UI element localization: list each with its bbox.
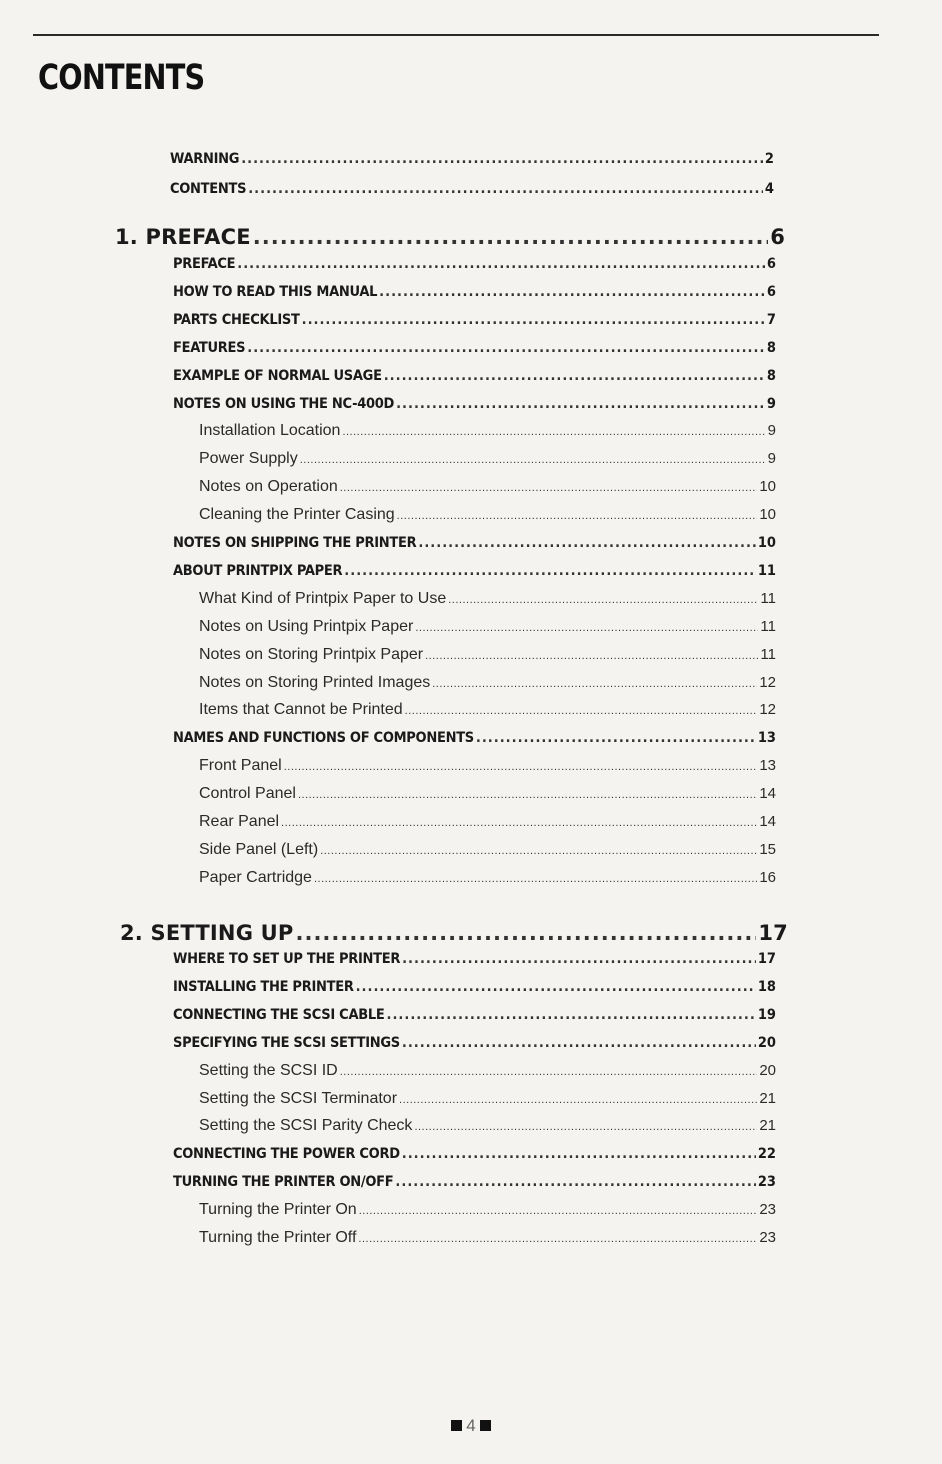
toc-entry-title: Notes on Storing Printed Images	[199, 673, 431, 691]
toc-entry-page: 6	[766, 256, 776, 272]
toc-entry-title: Installation Location	[199, 422, 341, 440]
dot-leader	[402, 1146, 756, 1162]
dot-leader	[320, 845, 757, 857]
toc-entry-title: Cleaning the Printer Casing	[199, 506, 395, 524]
toc-entry-title: Setting the SCSI ID	[199, 1061, 338, 1079]
dot-leader	[253, 225, 768, 249]
toc-subsection-entry[interactable]	[199, 618, 776, 640]
dot-leader	[379, 284, 765, 300]
toc-subsection-entry[interactable]	[199, 701, 776, 723]
toc-entry-title: What Kind of Printpix Paper to Use	[199, 589, 447, 607]
footer-square-left-icon	[451, 1420, 462, 1431]
toc-entry-page: 2	[764, 151, 774, 167]
toc-entry-title: PARTS CHECKLIST	[173, 311, 300, 328]
toc-section-entry[interactable]	[173, 340, 776, 360]
toc-section-entry[interactable]	[173, 951, 776, 971]
toc-entry-page: 11	[760, 589, 776, 607]
toc-chapter-heading[interactable]	[115, 225, 785, 251]
toc-entry-page: 20	[759, 1061, 776, 1079]
toc-section-entry[interactable]	[173, 284, 776, 304]
toc-entry-title: HOW TO READ THIS MANUAL	[173, 283, 378, 300]
toc-entry-page: 17	[757, 951, 776, 967]
toc-entry-title: Notes on Storing Printpix Paper	[199, 645, 424, 663]
toc-entry-title: WHERE TO SET UP THE PRINTER	[173, 951, 401, 967]
toc-entry-title: NAMES AND FUNCTIONS OF COMPONENTS	[173, 730, 474, 747]
toc-entry-page: 12	[759, 701, 776, 719]
toc-entry-page: 14	[759, 813, 776, 830]
toc-entry-title: EXAMPLE OF NORMAL USAGE	[173, 367, 382, 384]
toc-subsection-entry[interactable]	[199, 674, 776, 696]
toc-entry-page: 23	[757, 1174, 776, 1191]
toc-entry-page: 10	[759, 478, 776, 496]
dot-leader	[425, 650, 758, 662]
toc-entry-page: 22	[757, 1146, 776, 1163]
footer-square-right-icon	[480, 1420, 491, 1431]
dot-leader	[248, 181, 763, 197]
toc-subsection-entry[interactable]	[199, 1117, 776, 1139]
toc-entry-title: ABOUT PRINTPIX PAPER	[173, 562, 343, 579]
page-footer	[0, 1416, 942, 1436]
dot-leader	[241, 151, 763, 167]
page-title: CONTENTS	[38, 58, 205, 98]
toc-entry-page: 14	[759, 785, 776, 803]
toc-entry-page: 8	[766, 339, 776, 356]
toc-subsection-entry[interactable]	[199, 757, 776, 779]
toc-entry-page: 18	[757, 978, 776, 995]
toc-subsection-entry[interactable]	[199, 450, 776, 472]
dot-leader	[340, 1066, 758, 1078]
toc-entry-title: Turning the Printer Off	[199, 1229, 357, 1246]
dot-leader	[295, 921, 756, 945]
toc-subsection-entry[interactable]	[199, 590, 776, 612]
toc-entry-page: 17	[758, 921, 788, 945]
toc-section-entry[interactable]	[173, 979, 776, 999]
toc-entry-title: Turning the Printer On	[199, 1201, 357, 1219]
toc-entry-title: TURNING THE PRINTER ON/OFF	[173, 1174, 394, 1191]
toc-entry-title: 2. SETTING UP	[120, 921, 294, 945]
toc-subsection-entry[interactable]	[199, 422, 776, 444]
toc-entry-title: Notes on Using Printpix Paper	[199, 617, 414, 635]
toc-entry-page: 9	[767, 422, 776, 440]
dot-leader	[387, 1007, 756, 1023]
dot-leader	[284, 761, 758, 773]
dot-leader	[384, 368, 765, 384]
dot-leader	[358, 1233, 757, 1245]
toc-section-entry[interactable]	[173, 368, 776, 388]
dot-leader	[302, 312, 765, 328]
toc-entry-title: Setting the SCSI Parity Check	[199, 1117, 413, 1135]
toc-front-matter-entry[interactable]	[170, 151, 774, 171]
dot-leader	[395, 1174, 755, 1190]
toc-subsection-entry[interactable]	[199, 1062, 776, 1084]
dot-leader	[414, 1121, 757, 1133]
dot-leader	[342, 426, 765, 438]
toc-entry-title: Side Panel (Left)	[199, 840, 319, 858]
toc-entry-title: Control Panel	[199, 785, 296, 803]
toc-entry-page: 16	[759, 868, 776, 886]
toc-entry-page: 10	[759, 506, 776, 524]
toc-section-entry[interactable]	[173, 563, 776, 583]
toc-section-entry[interactable]	[173, 730, 776, 750]
dot-leader	[237, 256, 765, 272]
toc-entry-title: Front Panel	[199, 757, 282, 775]
dot-leader	[300, 454, 766, 466]
toc-section-entry[interactable]	[173, 1174, 776, 1194]
toc-section-entry[interactable]	[173, 396, 776, 416]
toc-entry-title: Paper Cartridge	[199, 868, 312, 886]
dot-leader	[448, 594, 758, 606]
toc-entry-title: NOTES ON SHIPPING THE PRINTER	[173, 535, 417, 551]
dot-leader	[399, 1094, 757, 1106]
toc-section-entry[interactable]	[173, 312, 776, 332]
toc-entry-page: 13	[757, 730, 776, 747]
toc-entry-page: 23	[759, 1229, 776, 1246]
toc-entry-page: 11	[760, 645, 776, 663]
toc-entry-page: 9	[766, 395, 776, 412]
toc-entry-page: 21	[759, 1117, 776, 1135]
toc-entry-title: Rear Panel	[199, 813, 280, 830]
page-number: 4	[466, 1416, 476, 1435]
toc-subsection-entry[interactable]	[199, 1201, 776, 1223]
toc-entry-title: PREFACE	[173, 256, 236, 272]
toc-entry-title: Setting the SCSI Terminator	[199, 1089, 398, 1107]
dot-leader	[476, 730, 756, 746]
toc-entry-page: 13	[759, 757, 776, 775]
toc-entry-page: 20	[757, 1034, 776, 1051]
toc-section-entry[interactable]	[173, 1007, 776, 1027]
toc-subsection-entry[interactable]	[199, 1229, 776, 1251]
toc-entry-title: Power Supply	[199, 450, 298, 468]
top-rule	[33, 34, 879, 36]
toc-entry-page: 11	[757, 562, 776, 579]
dot-leader	[298, 789, 757, 801]
toc-front-matter-entry[interactable]	[170, 181, 774, 201]
dot-leader	[402, 951, 756, 967]
toc-subsection-entry[interactable]	[199, 1090, 776, 1112]
toc-subsection-entry[interactable]	[199, 813, 776, 835]
toc-entry-title: 1. PREFACE	[115, 225, 251, 249]
dot-leader	[359, 1205, 758, 1217]
toc-section-entry[interactable]	[173, 535, 776, 555]
dot-leader	[418, 535, 755, 551]
toc-subsection-entry[interactable]	[199, 841, 776, 863]
toc-entry-page: 9	[767, 450, 776, 468]
toc-subsection-entry[interactable]	[199, 478, 776, 500]
toc-section-entry[interactable]	[173, 1146, 776, 1166]
toc-entry-title: Notes on Operation	[199, 478, 338, 496]
toc-subsection-entry[interactable]	[199, 646, 776, 668]
toc-entry-page: 21	[759, 1089, 776, 1107]
dot-leader	[397, 510, 758, 522]
toc-chapter-heading[interactable]	[120, 921, 788, 947]
dot-leader	[432, 678, 757, 690]
toc-section-entry[interactable]	[173, 1035, 776, 1055]
toc-entry-page: 6	[770, 225, 785, 249]
toc-entry-title: NOTES ON USING THE NC-400D	[173, 395, 395, 412]
toc-entry-page: 11	[760, 617, 776, 635]
toc-section-entry[interactable]	[173, 256, 776, 276]
toc-entry-title: CONTENTS	[170, 181, 247, 197]
dot-leader	[415, 622, 758, 634]
dot-leader	[402, 1035, 756, 1051]
toc-entry-title: FEATURES	[173, 339, 246, 356]
toc-entry-page: 19	[757, 1006, 776, 1023]
dot-leader	[281, 817, 757, 829]
dot-leader	[356, 979, 756, 995]
dot-leader	[396, 396, 765, 412]
toc-entry-title: WARNING	[170, 151, 240, 167]
toc-subsection-entry[interactable]	[199, 869, 776, 891]
toc-entry-title: Items that Cannot be Printed	[199, 701, 403, 719]
toc-entry-page: 4	[764, 181, 774, 197]
toc-subsection-entry[interactable]	[199, 506, 776, 528]
toc-entry-page: 12	[759, 673, 776, 691]
toc-entry-page: 15	[759, 840, 776, 858]
toc-entry-page: 7	[766, 311, 776, 328]
toc-entry-title: INSTALLING THE PRINTER	[173, 978, 354, 995]
dot-leader	[340, 482, 758, 494]
toc-subsection-entry[interactable]	[199, 785, 776, 807]
toc-entry-page: 8	[766, 367, 776, 384]
toc-entry-page: 6	[766, 283, 776, 300]
toc-entry-title: CONNECTING THE POWER CORD	[173, 1146, 400, 1163]
toc-entry-title: SPECIFYING THE SCSI SETTINGS	[173, 1034, 400, 1051]
toc-entry-title: CONNECTING THE SCSI CABLE	[173, 1006, 385, 1023]
dot-leader	[314, 873, 757, 885]
toc-entry-page: 10	[757, 535, 776, 551]
dot-leader	[405, 705, 758, 717]
dot-leader	[344, 563, 756, 579]
dot-leader	[247, 340, 765, 356]
toc-entry-page: 23	[759, 1201, 776, 1219]
